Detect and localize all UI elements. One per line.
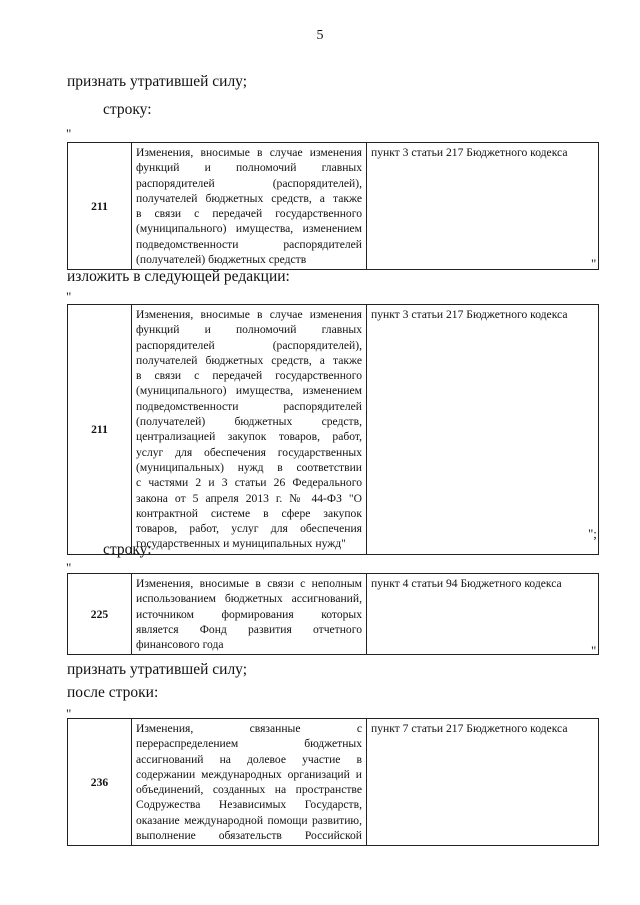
instruction-recognize-invalid-1: признать утратившей силу; [67, 73, 248, 90]
table-row-225 [67, 573, 599, 655]
instruction-new-edition: изложить в следующей редакции: [67, 268, 290, 285]
instruction-row-1: строку: [103, 101, 152, 118]
close-quote-semicolon: "; [588, 526, 597, 541]
instruction-row-2: строку: [103, 541, 152, 558]
open-quote-3: " [66, 560, 72, 575]
open-quote-2: " [66, 289, 72, 304]
row-description: Изменения, вносимые в случае изменения функций и полномочий главных распорядителей (распорядителей), получателей бюджетных средств, а также в связи с передачей государственного (муниципального) имущества, изменением подведомственности распорядителей (получателей) бюджетных средств, централизацией закупок товаров, работ, услуг для обеспечения государственных (муниципальных) нужд в соответствии с частями 2 и 3 статьи 26 Федерального закона от 5 апреля 2013 г. № 44-ФЗ "О контрактной системе в сфере закупок товаров, работ, услуг для обеспечения государственных и муниципальных нужд" [132, 305, 367, 555]
row-description: Изменения, вносимые в случае изменения функций и полномочий главных распорядителей (распорядителей), получателей бюджетных средств, а также в связи с передачей государственного (муниципального) имущества, изменением подведомственности распорядителей (получателей) бюджетных средств [132, 143, 367, 270]
row-reference: пункт 3 статьи 217 Бюджетного кодекса [367, 305, 599, 555]
row-description: Изменения, связанные с перераспределением бюджетных ассигнований на долевое участие в содержании международных организаций и объединений, созданных на пространстве Содружества Независимых Государств, оказание международной помощи развитию, выполнение обязательств Российской [132, 719, 367, 846]
table-row-211-old [67, 142, 599, 270]
row-reference: пункт 3 статьи 217 Бюджетного кодекса [367, 143, 599, 270]
instruction-recognize-invalid-2: признать утратившей силу; [67, 661, 248, 678]
close-quote-2: " [591, 643, 597, 658]
row-code: 225 [68, 574, 132, 655]
instruction-after-row: после строки: [67, 684, 159, 701]
row-description: Изменения, вносимые в связи с неполным использованием бюджетных ассигнований, источником формирования которых является Фонд развития отчетного финансового года [132, 574, 367, 655]
row-code: 211 [68, 143, 132, 270]
row-code: 236 [68, 719, 132, 846]
row-reference: пункт 7 статьи 217 Бюджетного кодекса [367, 719, 599, 846]
table-row-211-new [67, 304, 599, 555]
row-reference: пункт 4 статьи 94 Бюджетного кодекса [367, 574, 599, 655]
close-quote-1: " [591, 256, 597, 271]
row-code: 211 [68, 305, 132, 555]
open-quote-4: " [66, 706, 72, 721]
page-number: 5 [316, 28, 324, 43]
table-row-236 [67, 718, 599, 846]
open-quote-1: " [66, 126, 72, 141]
